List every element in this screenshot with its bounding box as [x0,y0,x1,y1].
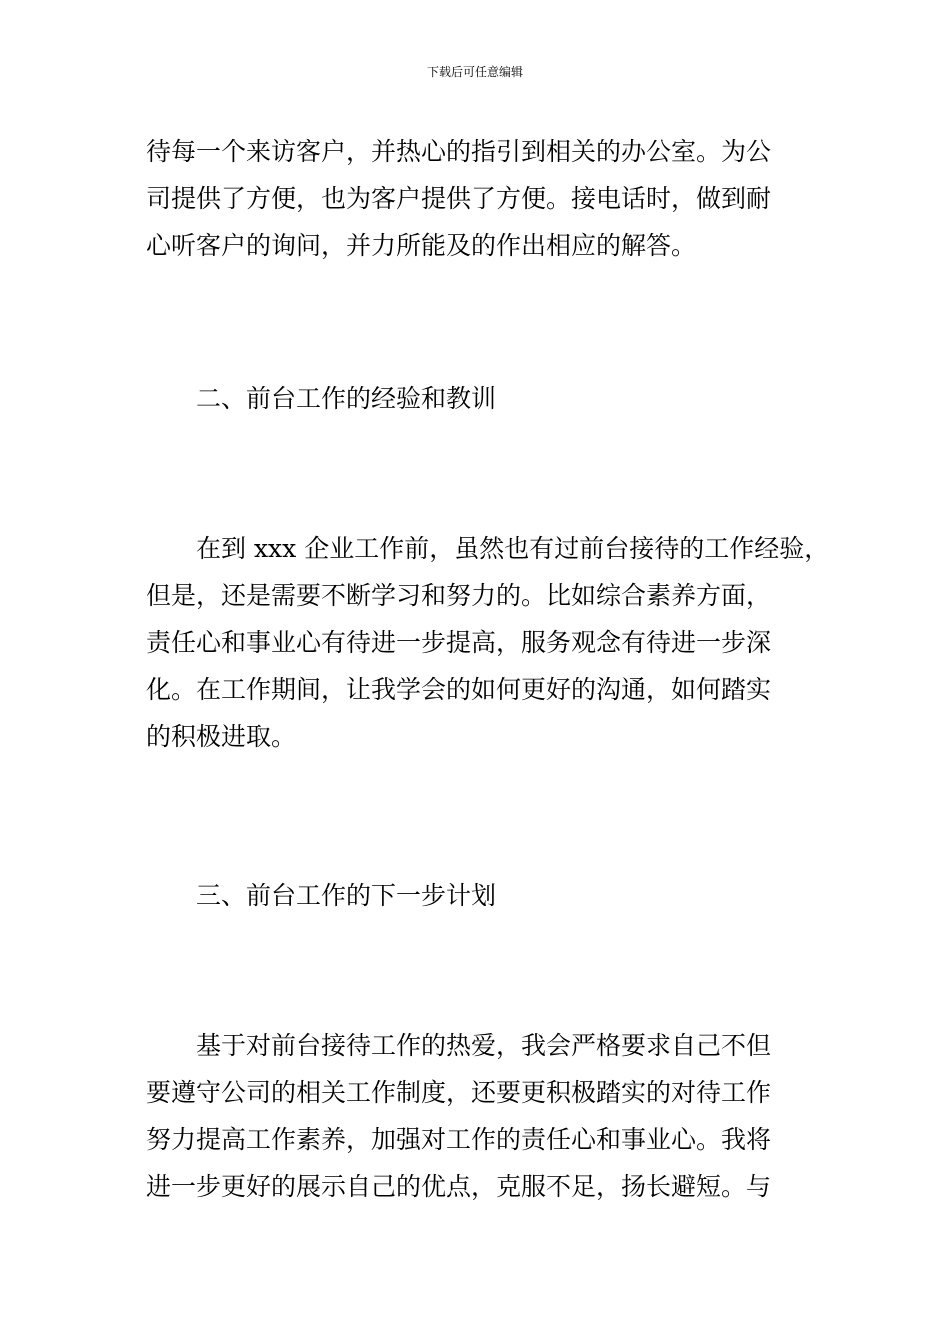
paragraph-line: 心听客户的询问，并力所能及的作出相应的解答。 [146,231,697,260]
paragraph-line: 在到 xxx 企业工作前，虽然也有过前台接待的工作经验， [196,534,830,563]
paragraph-line: 责任心和事业心有待进一步提高，服务观念有待进一步深 [146,628,772,657]
paragraph-reception-duties [146,128,771,269]
section-heading-experience: 二、前台工作的经验和教训 [196,384,497,413]
paragraph-line: 化。在工作期间，让我学会的如何更好的沟通，如何踏实 [146,675,772,704]
paragraph-line: 要遵守公司的相关工作制度，还要更积极踏实的对待工作 [146,1078,772,1107]
paragraph-line: 努力提高工作素养，加强对工作的责任心和事业心。我将 [146,1125,772,1154]
paragraph-line: 基于对前台接待工作的热爱，我会严格要求自己不但 [196,1031,772,1060]
paragraph-line: 待每一个来访客户，并热心的指引到相关的办公室。为公 [146,137,772,166]
section-heading-next-plan: 三、前台工作的下一步计划 [196,881,497,910]
page-header-note: 下载后可任意编辑 [426,65,523,79]
paragraph-line: 司提供了方便，也为客户提供了方便。接电话时，做到耐 [146,184,772,213]
paragraph-next-plan [146,1022,771,1210]
paragraph-experience [146,525,829,760]
paragraph-line: 但是，还是需要不断学习和努力的。比如综合素养方面， [146,581,772,610]
paragraph-line: 进一步更好的展示自己的优点，克服不足，扬长避短。与 [146,1172,772,1201]
paragraph-line: 的积极进取。 [146,722,297,751]
